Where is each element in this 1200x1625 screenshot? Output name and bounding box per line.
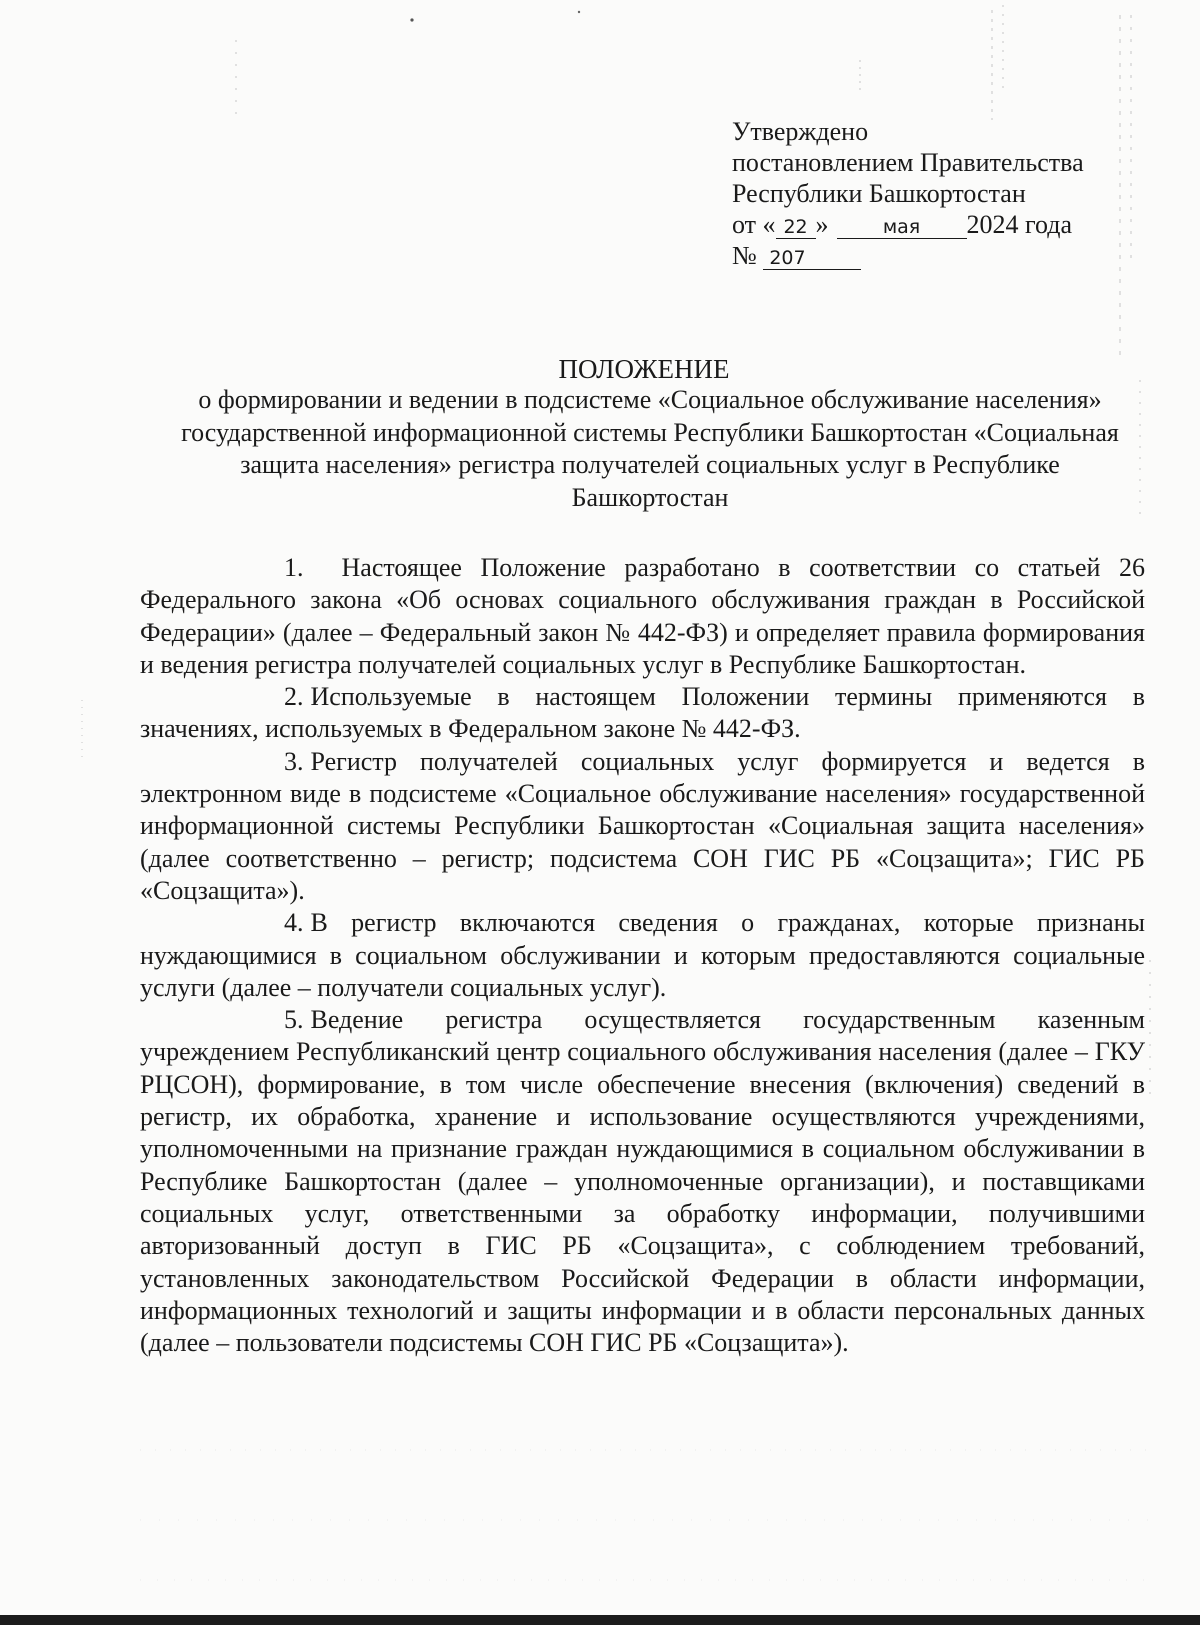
paragraph-text: Используемые в настоящем Положении термины применяются в значениях, используемых в Федеральном законе № 442-ФЗ. (140, 682, 1145, 744)
paragraph-1 (140, 552, 1145, 681)
document-title: ПОЛОЖЕНИЕ (558, 354, 730, 384)
date-month-field: мая (837, 216, 967, 239)
approval-region-line: Республики Башкортостан (732, 179, 1026, 208)
paragraph-number: 4. (284, 908, 304, 938)
date-year: 2024 года (966, 210, 1073, 239)
approval-block (732, 116, 1172, 271)
date-prefix: от « (732, 210, 776, 239)
paragraph-text: В регистр включаются сведения о гражданах, которые признаны нуждающимися в социальном обслуживании и которым предоставляются социальные услуги (далее – получатели социальных услуг). (140, 908, 1145, 1002)
approval-date-line (732, 209, 1172, 240)
number-prefix: № (732, 241, 757, 270)
paragraph-text: Регистр получателей социальных услуг формируется и ведется в электронном виде в подсистеме «Социальное обслуживание населения» государственной информационной системы Республики Башкортостан «Социальная защита населения» (далее соответственно – регистр; подсистема СОН ГИС РБ «Соцзащита»; ГИС РБ «Соцзащита»). (140, 746, 1145, 905)
date-quote-close: » (815, 210, 829, 239)
document-number-field: 207 (763, 247, 861, 270)
document-body (140, 552, 1145, 1359)
scan-bottom-edge (0, 1615, 1200, 1625)
approval-issuer-line: постановлением Правительства (732, 148, 1084, 177)
paragraph-5 (140, 1004, 1145, 1359)
approval-number-line (732, 240, 1172, 271)
approval-label: Утверждено (732, 117, 869, 146)
paragraph-text: Настоящее Положение разработано в соответствии со статьей 26 Федерального закона «Об основах социального обслуживания граждан в Российской Федерации» (далее – Федеральный закон № 442-ФЗ) и определяет правила формирования и ведения регистра получателей социальных услуг в Республике Башкортостан. (140, 553, 1145, 679)
date-day-field: 22 (776, 216, 816, 239)
document-subtitle: о формировании и ведении в подсистеме «Социальное обслуживание населения» государственной информационной системы Республики Башкортостан «Социальная защита населения» регистра получателей социальных услуг в Республике Башкортостан (181, 385, 1119, 512)
paragraph-number: 3. (284, 746, 304, 776)
paragraph-2 (140, 681, 1145, 746)
paragraph-number: 5. (284, 1005, 304, 1035)
paragraph-number: 2. (284, 682, 304, 712)
paragraph-4 (140, 907, 1145, 1004)
paragraph-text: Ведение регистра осуществляется государственным казенным учреждением Республиканский центр социального обслуживания населения (далее – ГКУ РЦСОН), формирование, в том числе обеспечение внесения (включения) сведений в регистр, их обработка, хранение и использование осуществляются учреждениями, уполномоченными на признание граждан нуждающимися в социальном обслуживании в Республике Башкортостан (далее – уполномоченные организации), и поставщиками социальных услуг, ответственными за обработку информации, получившими авторизованный доступ в ГИС РБ «Соцзащита», с соблюдением требований, установленных законодательством Российской Федерации в области информации, информационных технологий и защиты информации и в области персональных данных (далее – пользователи подсистемы СОН ГИС РБ «Соцзащита»). (140, 1005, 1145, 1358)
paragraph-number: 1. (284, 553, 304, 582)
paragraph-3 (140, 746, 1145, 907)
